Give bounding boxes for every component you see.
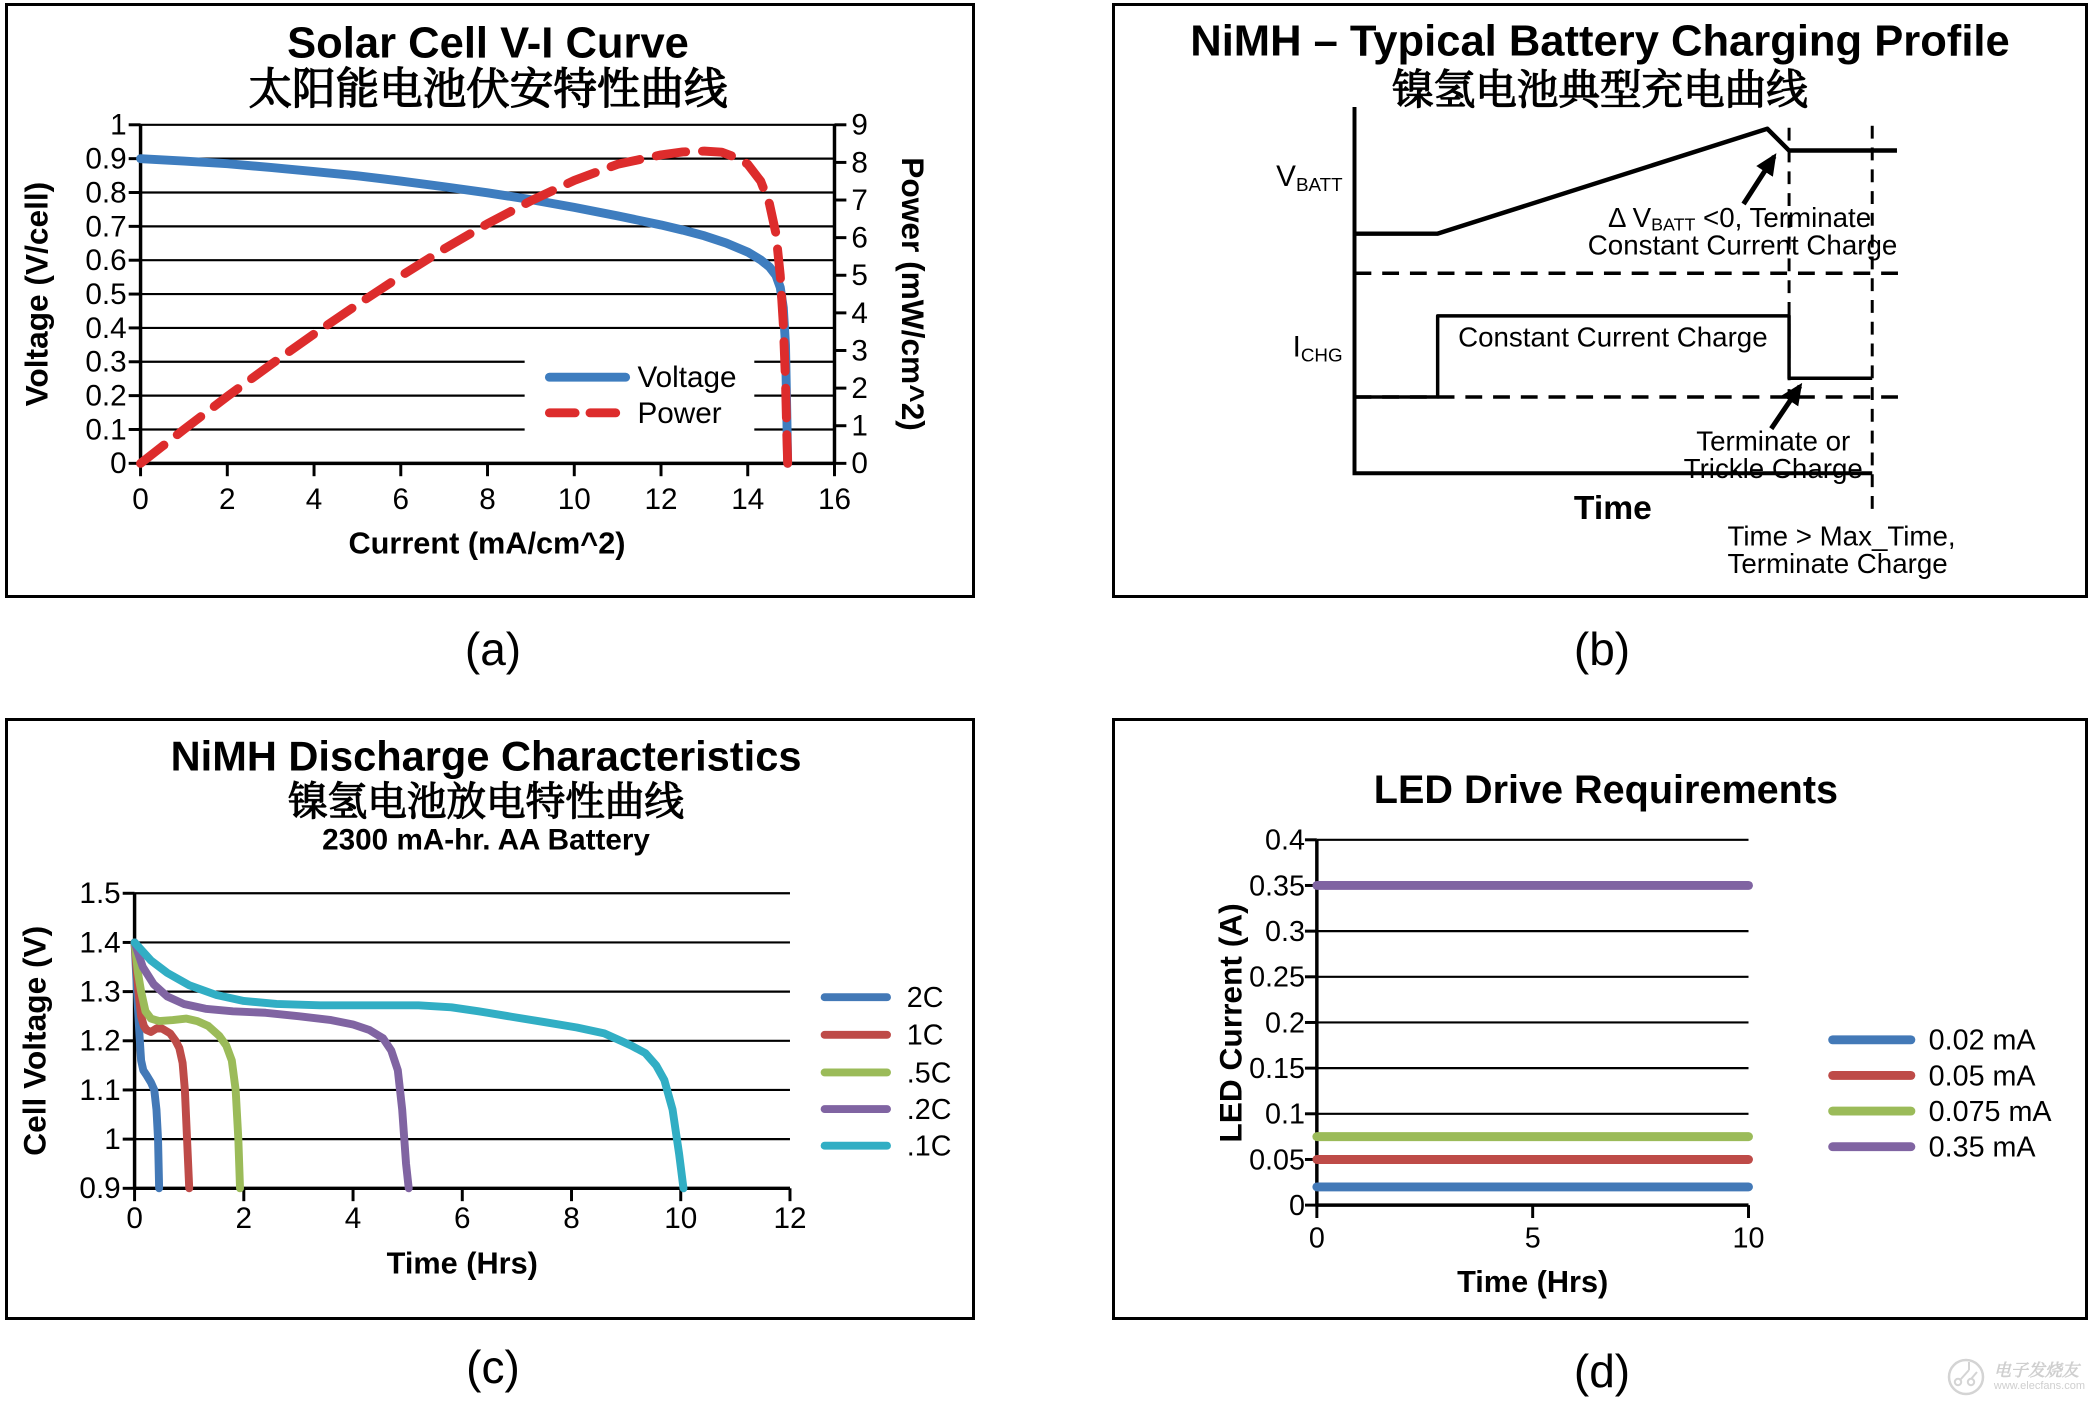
x-tick-label: 0 [126,1201,143,1235]
chart-title: NiMH – Typical Battery Charging Profile [1190,17,2010,66]
legend-label: .1C [906,1130,952,1163]
y2-axis-title: Power (mW/cm^2) [894,157,931,431]
panel-label-b: (b) [1573,623,1631,675]
y-tick-label: 0.4 [1265,824,1305,857]
y-tick-label: 0 [1289,1190,1305,1223]
diagram-b-canvas [1115,6,2085,595]
y-tick-label: 0.1 [1265,1098,1305,1131]
y2-tick-label: 4 [851,296,868,330]
x-tick-label: 0 [1308,1222,1325,1255]
y-axis-title: Voltage (V/cell) [18,181,55,407]
chart-a-canvas [8,6,972,595]
panel-solar-cell-vi-curve [5,3,975,598]
elecfans-logo-icon [1944,1355,1988,1399]
legend-label: 2C [906,982,944,1015]
constant-current-charge-label: Constant Current Charge [1458,321,1768,353]
x-tick-label: 6 [454,1201,471,1235]
legend-label: 0.35 mA [1928,1131,2036,1164]
y-tick-label: 0 [110,447,127,481]
x-axis-title: Time (Hrs) [1457,1264,1609,1300]
panel-label-c: (c) [466,1341,520,1393]
x-tick-label: 2 [235,1201,253,1235]
y-tick-label: 1.1 [79,1073,121,1107]
y-tick-label: 1 [104,1123,121,1157]
legend-label: Power [637,396,722,430]
y2-tick-label: 2 [851,372,868,406]
chart-title: LED Drive Requirements [1373,768,1839,813]
x-tick-label: 8 [479,482,496,516]
x-tick-label: 8 [563,1201,580,1235]
delta-vbatt-annotation: Δ VBATT <0, Terminate [1608,201,1872,235]
x-axis-title: Current (mA/cm^2) [348,525,626,561]
panel-led-drive [1112,718,2088,1320]
x-tick-label: 16 [817,482,852,516]
x-tick-label: 10 [1732,1222,1765,1255]
chart-d-canvas [1115,721,2085,1317]
watermark-brand: 电子发烧友 [1993,1360,2079,1380]
y-tick-label: 0.3 [85,345,127,379]
y-tick-label: 0.15 [1249,1053,1305,1086]
y2-tick-label: 6 [851,221,868,255]
y-tick-label: 0.2 [1265,1007,1305,1040]
y-tick-label: 0.25 [1249,961,1305,994]
x-tick-label: 4 [344,1201,362,1235]
ichg-axis-label: ICHG [1292,330,1343,366]
panel-nimh-charging-profile [1112,3,2088,598]
y-tick-label: 0.1 [85,413,127,447]
x-tick-label: 4 [305,482,323,516]
y2-tick-label: 0 [851,447,868,481]
x-tick-label: 6 [392,482,410,516]
y-tick-label: 0.9 [85,142,127,176]
y-tick-label: 0.05 [1249,1144,1305,1177]
y-tick-label: 0.5 [85,277,127,311]
max-time-annotation-line2: Terminate Charge [1727,548,1948,580]
chart-subtitle: 太阳能电池伏安特性曲线 [248,66,728,115]
y2-tick-label: 8 [851,146,868,180]
y2-tick-label: 1 [851,409,868,443]
panel-label-d: (d) [1573,1345,1631,1397]
y-tick-label: 0.35 [1249,870,1305,903]
y-tick-label: 0.2 [85,379,127,413]
y-tick-label: 0.6 [85,244,127,278]
max-time-annotation-line1: Time > Max_Time, [1727,520,1956,552]
elecfans-watermark [1944,1355,2085,1399]
chart-c-canvas [8,721,972,1317]
time-axis-title: Time [1573,489,1652,527]
y2-tick-label: 3 [851,334,868,368]
x-tick-label: 12 [644,482,678,516]
x-tick-label: 10 [664,1201,698,1235]
terminate-annotation-line1: Terminate or [1696,425,1851,457]
y-tick-label: 0.8 [85,176,127,210]
x-axis-title: Time (Hrs) [386,1245,538,1281]
x-tick-label: 12 [773,1201,807,1235]
legend-label: 0.05 mA [1928,1060,2036,1093]
x-tick-label: 10 [557,482,591,516]
watermark-url: www.elecfans.com [1993,1380,2085,1393]
y2-tick-label: 7 [851,183,868,217]
chart-subtitle: 镍氢电池放电特性曲线 [288,780,685,825]
y-tick-label: 1 [110,108,127,142]
legend-label: .5C [906,1057,952,1090]
y-axis-title: LED Current (A) [1212,903,1249,1143]
y2-tick-label: 5 [851,259,868,293]
y-tick-label: 1.4 [79,926,121,960]
chart-title: Solar Cell V-I Curve [287,19,689,68]
y-tick-label: 0.3 [1265,916,1305,949]
vbatt-axis-label: VBATT [1276,160,1343,196]
legend-label: .2C [906,1093,952,1126]
y2-tick-label: 9 [851,108,868,142]
legend-label: Voltage [637,361,737,395]
y-tick-label: 1.5 [79,877,121,911]
y-tick-label: 0.4 [85,311,127,345]
legend-label: 1C [906,1019,944,1052]
panel-label-a: (a) [464,623,522,675]
x-tick-label: 5 [1524,1222,1541,1255]
x-tick-label: 2 [219,482,236,516]
legend-label: 0.075 mA [1928,1095,2052,1128]
y-axis-title: Cell Voltage (V) [16,925,53,1156]
y-tick-label: 0.7 [85,210,127,244]
legend-label: 0.02 mA [1928,1024,2036,1057]
chart-subtitle2: 2300 mA-hr. AA Battery [322,823,650,857]
delta-vbatt-annotation-line2: Constant Current Charge [1587,229,1898,261]
chart-subtitle: 镍氢电池典型充电曲线 [1392,66,1808,114]
x-tick-label: 0 [132,482,149,516]
y-tick-label: 1.3 [79,975,121,1009]
delta-vbatt-arrow [1744,156,1775,204]
y-tick-label: 0.9 [79,1172,121,1206]
terminate-annotation-line2: Trickle Charge [1683,453,1863,485]
watermark-text [1994,1362,2085,1393]
y-tick-label: 1.2 [79,1024,121,1058]
panel-nimh-discharge [5,718,975,1320]
x-tick-label: 14 [731,482,765,516]
chart-title: NiMH Discharge Characteristics [170,732,802,780]
terminate-arrow [1771,386,1800,429]
